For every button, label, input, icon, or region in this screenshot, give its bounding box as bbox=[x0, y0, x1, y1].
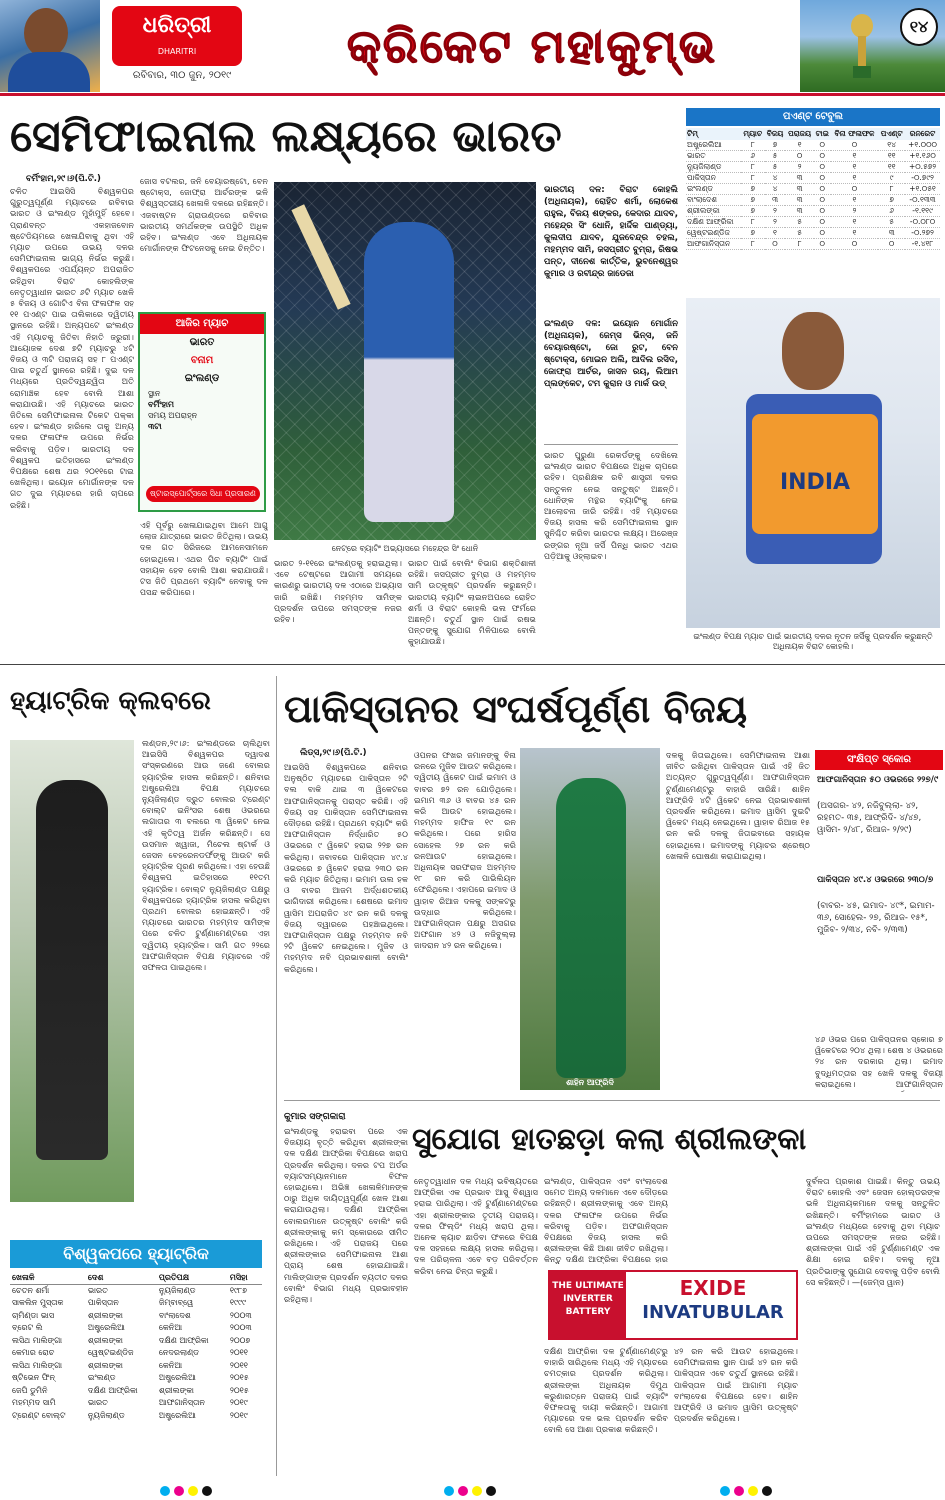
points-cell: ୪ bbox=[765, 173, 786, 184]
lead-column-2: ଜୋସ ବଟଲର, ଜନି ବେୟାରଷ୍ଟୋ, ବେନ ଷ୍ଟୋକ୍ସ, ଜୋଫ୍ରା ଆର୍ଚରଙ୍କ ଭଳି ବିଶ୍ୱସ୍ତରୀୟ ଖେଳାଳି ଦଳରେ ରହିଛନ୍ତି। ଏଜବାଷ୍ଟନ ଗ୍ରାଉଣ୍ଡରେ ରବିବାର ଭାରତୀୟ ସମର୍ଥକଙ୍କ ଉପସ୍ଥିତି ଅଧିକ ରହିବ। ଇଂଲଣ୍ଡ ଏବେ ଅଧିନାୟକ ମୋର୍ଗାନଙ୍କ ଫିଟନେସକୁ ନେଇ ଚିନ୍ତିତ। bbox=[140, 176, 268, 254]
points-header-points: ପଏଣ୍ଟ bbox=[878, 128, 905, 140]
hattrick-row bbox=[10, 1397, 262, 1410]
hattrick-player: ସାକଲିନ ମୁସ୍ତାକ bbox=[12, 1298, 64, 1308]
points-cell: ୧୧ bbox=[878, 162, 905, 173]
lead-column-6: ଭାରତ ପୁରୁଣା ରେକର୍ଡଙ୍କୁ ଦେଖିଲେ ଇଂଲଣ୍ଡ ଭାରତ ବିପକ୍ଷରେ ଅଧିକ ଚାପରେ ରହିବ। ପ୍ରଶିକ୍ଷକ ରବି ଶାସ୍ତ୍ରୀ ଦଳର ସନ୍ତୁଳନ ନେଇ ସନ୍ତୁଷ୍ଟ ଅଛନ୍ତି। ଧୋନିଙ୍କ ମନ୍ଥର ବ୍ୟାଟିଂକୁ ନେଇ ଆଲୋଚନା ଜାରି ରହିଛି। ଏହି ମ୍ୟାଚରେ ବିଜୟ ହାସଲ କରି ସେମିଫାଇନାଲ ସ୍ଥାନ ସୁନିଶ୍ଚିତ କରିବା ଭାରତର ଲକ୍ଷ୍ୟ। ଅରେଞ୍ଜ ରଙ୍ଗର ନୂଆ ଜର୍ସି ପିନ୍ଧି ଭାରତ ଏଥର ପଡ଼ିଆକୁ ଓହ୍ଲାଇବ। bbox=[544, 450, 678, 561]
points-cell: ୧ bbox=[831, 228, 878, 239]
points-cell: ୭ bbox=[878, 195, 905, 206]
points-cell: ୧ bbox=[831, 217, 878, 228]
match-time: ୩ଟା bbox=[148, 422, 162, 431]
pakistan-score-detail: (ବାବର- ୪୫, ଇମାଦ- ୪୯*, ଇମାମ- ୩୬, ସୋହେଲ- ୨୭, ରିଆଜ- ୧୫*, ମୁଜିବ- ୨/୩୪, ନବି- ୨/୩୩) bbox=[817, 901, 935, 935]
points-cell: ୧ bbox=[785, 140, 813, 151]
points-cell: -୧.୪୧୮ bbox=[905, 239, 940, 250]
hattrick-player: ଲସିଥ ମାଲିଙ୍ଗା bbox=[12, 1360, 63, 1370]
boult-celebration-photo bbox=[10, 740, 134, 1202]
print-registration-marks bbox=[0, 1482, 945, 1500]
shaheen-afridi-photo bbox=[520, 748, 660, 1090]
points-cell: ୧୪ bbox=[878, 140, 905, 151]
issue-date: ରବିବାର, ୩୦ ଜୁନ, ୨୦୧୯ bbox=[132, 70, 232, 81]
registration-dot bbox=[458, 1486, 468, 1496]
match-venue: ବର୍ମିଂହାମ bbox=[148, 400, 174, 409]
hattrick-cell: ୧୯୯୯ bbox=[229, 1298, 246, 1308]
points-cell: ୦ bbox=[831, 140, 878, 151]
points-team-name: ୱେଷ୍ଟଇଣ୍ଡିଜ bbox=[686, 228, 741, 239]
registration-dot bbox=[174, 1486, 184, 1496]
ad-tagline: THE ULTIMATE INVERTER BATTERY bbox=[550, 1272, 626, 1338]
registration-dot bbox=[748, 1486, 758, 1496]
match-team-a: ଭାରତ bbox=[189, 337, 215, 348]
points-cell: ୭ bbox=[741, 228, 765, 239]
registration-dot bbox=[734, 1486, 744, 1496]
registration-dot bbox=[472, 1486, 482, 1496]
pakistan-column-4: ଦଳକୁ ଜିତାଇଥିଲେ। ସେମିଫାଇନାଲ ଆଶା ଜୀବିତ ରଖିଥିବା ପାକିସ୍ତାନ ପାଇଁ ଏହି ଜିତ ଅତ୍ୟନ୍ତ ଗୁରୁତ୍ୱପୂର୍ଣ୍ଣ। ଆଫଗାନିସ୍ତାନ ଟୁର୍ଣ୍ଣାମେଣ୍ଟରୁ ବାହାରି ସାରିଛି। ଶାହିନ ଆଫ୍ରିଦି ୪ଟି ୱିକେଟ ନେଇ ପ୍ରଭାବଶାଳୀ ପ୍ରଦର୍ଶନ କରିଥିଲେ। ଇମାଦ ୱାସିମ ଦୁଇଟି ୱିକେଟ ମଧ୍ୟ ନେଇଥିଲେ। ୱାହାବ ରିଆଜ ୧୫ ରନ କରି ଦଳକୁ ଜିତାଇବାରେ ସହାୟକ ହୋଇଥିଲେ। ଇମାଦଙ୍କୁ ମ୍ୟାଚର ଶ୍ରେଷ୍ଠ ଖେଳାଳି ଘୋଷଣା କରାଯାଇଥିଲା। bbox=[666, 750, 810, 861]
hattrick-cell: ନ୍ୟୁଜିଲାଣ୍ଡ bbox=[87, 1410, 125, 1420]
world-cup-trophy-icon bbox=[848, 12, 876, 82]
hattrick-cell: ୨୦୦୩ bbox=[229, 1310, 252, 1320]
points-cell: ୦ bbox=[765, 239, 786, 250]
srilanka-column-4b: ୪୨ ରନ କରି ଆଉଟ ହୋଇଥିଲେ। ସେମିଫାଇନାଲ ସ୍ଥାନ ପାଇଁ ୪୨ ରନ କରି ପାକିସ୍ତାନ ଏବେ ଚତୁର୍ଥ ସ୍ଥାନରେ ରହିଛି। ପାକିସ୍ତାନ ପାଇଁ ଆଗାମୀ ମ୍ୟାଚ ବାଂଲାଦେଶ ବିପକ୍ଷରେ ହେବ। ଶାହିନ ଆଫ୍ରିଦି ଓ ଇମାଦ ୱାସିମ ଉତ୍କୃଷ୍ଟ ପ୍ରଦର୍ଶନ କରିଥିଲେ। bbox=[674, 1346, 798, 1424]
boult-headline: ହ୍ୟାଟ୍ରିକ କ୍ଲବରେ bbox=[10, 686, 211, 716]
points-cell: ୦ bbox=[814, 162, 831, 173]
points-cell: ୦ bbox=[814, 173, 831, 184]
shaheen-photo-caption: ଶାହିନ ଆଫ୍ରିଦି bbox=[566, 1078, 614, 1087]
hattrick-player: ମହମ୍ମଦ ସାମି bbox=[12, 1398, 56, 1408]
hattrick-cell: ଶ୍ରୀଲଙ୍କା bbox=[87, 1360, 124, 1370]
points-cell: ୦ bbox=[831, 239, 878, 250]
points-cell: ୦ bbox=[814, 151, 831, 162]
points-team-name: ଶ୍ରୀଲଙ୍କା bbox=[686, 206, 741, 217]
points-cell: ୧ bbox=[831, 151, 878, 162]
points-header-played: ମ୍ୟାଚ bbox=[741, 128, 765, 140]
logo-brand-sub: DHARITRI bbox=[157, 47, 197, 56]
points-cell: ୦ bbox=[814, 217, 831, 228]
hattrick-cell: କେନିଆ bbox=[158, 1360, 183, 1370]
hattrick-cell: ଇଂଲଣ୍ଡ bbox=[87, 1373, 116, 1383]
srilanka-column-4: ଦକ୍ଷିଣ ଆଫ୍ରିକା ଦଳ ଟୁର୍ଣ୍ଣାମେଣ୍ଟରୁ ବାହାରି ସାରିଥିଲେ ମଧ୍ୟ ଏହି ମ୍ୟାଚରେ ଚମତ୍କାର ପ୍ରଦର୍ଶନ କରିଥିଲା। ଶ୍ରୀଲଙ୍କା ଅଧିନାୟକ ଦିମୁଥ କରୁଣାରତ୍ନେ ପରାଜୟ ପାଇଁ ବ୍ୟାଟିଂ ବିଫଳତାକୁ ଦାୟୀ କରିଛନ୍ତି। ଆଗାମୀ ମ୍ୟାଚରେ ଦଳ ଭଲ ପ୍ରଦର୍ଶନ କରିବ ବୋଲି ସେ ଆଶା ପ୍ରକାଶ କରିଛନ୍ତି। bbox=[544, 1346, 668, 1435]
points-row bbox=[686, 228, 940, 239]
pakistan-column-2: ଓପନର ଫଖର ଜମାନଙ୍କୁ ବିନା ରନରେ ମୁଜିବ ଆଉଟ କରିଥିଲେ। ଦ୍ୱିତୀୟ ୱିକେଟ ପାଇଁ ଇମାମ ଓ ବାବର ୭୨ ରନ ଯୋଡ଼ିଥିଲେ। ଇମାମ ୩୬ ଓ ବାବର ୪୫ ରନ କରି ଆଉଟ ହୋଇଥିଲେ। ମହମ୍ମଦ ହାଫିଜ ୧୯ ରନ କରିଥିଲେ। ପରେ ହାରିସ ସୋହେଲ ୨୭ ରନ କରି ରନଆଉଟ ହୋଇଥିଲେ। ଅଧିନାୟକ ସରଫରାଜ ଅହମ୍ମଦ ୧୮ ରନ କରି ପାଭିଲିୟନ ଫେରିଥିଲେ। ଏହାପରେ ଇମାଦ ଓ ୱାହାବ ରିଆଜ ଦଳକୁ ସଙ୍କଟରୁ ଉଦ୍ଧାର କରିଥିଲେ। ଆଫଗାନିସ୍ତାନ ପକ୍ଷରୁ ଅସଗର ଅଫଗାନ ୪୨ ଓ ନଜିବୁଲ୍ଲା ଜାଦରାନ ୪୨ ରନ କରିଥିଲେ। bbox=[414, 750, 516, 951]
hattrick-table-title: ବିଶ୍ୱକପରେ ହ୍ୟାଟ୍ରିକ bbox=[10, 1240, 262, 1268]
hattrick-header-opponent: ପ୍ରତିପକ୍ଷ bbox=[157, 1272, 228, 1285]
hattrick-cell: ଶ୍ରୀଲଙ୍କା bbox=[87, 1335, 124, 1345]
hattrick-row bbox=[10, 1297, 262, 1310]
points-cell: ୩ bbox=[765, 195, 786, 206]
hattrick-row bbox=[10, 1372, 262, 1385]
points-cell: -୦.୧୩୩ bbox=[905, 195, 940, 206]
logo-brand: ଧରିତ୍ରୀ bbox=[142, 13, 212, 38]
points-header-tie: ଟାଇ bbox=[815, 129, 829, 138]
dhoni-nets-photo bbox=[274, 182, 536, 540]
points-cell: ୦ bbox=[831, 184, 878, 195]
hattrick-row bbox=[10, 1322, 262, 1335]
points-team-name: ଦକ୍ଷିଣ ଆଫ୍ରିକା bbox=[686, 217, 741, 228]
hattrick-cell: ୨୦୧୧ bbox=[229, 1348, 248, 1358]
hattrick-header-country: ଦେଶ bbox=[86, 1272, 157, 1285]
srilanka-column-1: ଇଂଲଣ୍ଡକୁ ହରାଇବା ପରେ ଏକ ବିଜୟୀୟ ବୃତ୍ତି କରିଥିବା ଶ୍ରୀଲଙ୍କା ଦଳ ଦକ୍ଷିଣ ଆଫ୍ରିକା ବିପକ୍ଷରେ ଖରାପ ପ୍ରଦର୍ଶନ କରିଥିଲା। ଦଳର ଟପ ଅର୍ଡର ବ୍ୟାଟସମ୍ୟାନମାନେ ବିଫଳ ହୋଇଥିଲେ। ଅଭିଜ୍ଞ ଖେଳାଳିମାନଙ୍କ ଠାରୁ ଅଧିକ ଦାୟିତ୍ୱପୂର୍ଣ୍ଣ ଖେଳ ଆଶା କରାଯାଉଥିଲା। ଦକ୍ଷିଣ ଆଫ୍ରିକା ବୋଲରମାନେ ଉତ୍କୃଷ୍ଟ ବୋଲିଂ କରି ଶ୍ରୀଲଙ୍କାକୁ କମ ସ୍କୋରରେ ସୀମିତ ରଖିଥିଲେ। ଏହି ପରାଜୟ ପରେ ଶ୍ରୀଲଙ୍କାର ସେମିଫାଇନାଲ ଆଶା ପ୍ରାୟ ଶେଷ ହୋଇଯାଇଛି। ମାଲିଙ୍ଗାଙ୍କ ପ୍ରଦର୍ଶନ ବ୍ୟତୀତ ଦଳର ବୋଲିଂ ବିଭାଗ ମଧ୍ୟ ପ୍ରଭାବହୀନ ରହିଥିଲା। bbox=[284, 1126, 408, 1305]
points-cell: ୨ bbox=[831, 206, 878, 217]
points-cell: ୩ bbox=[785, 173, 813, 184]
ad-product: INVATUBULAR bbox=[642, 1302, 784, 1323]
points-cell: -୧.୧୧୯ bbox=[905, 206, 940, 217]
points-cell: ୦ bbox=[785, 151, 813, 162]
points-cell: ୮ bbox=[741, 217, 765, 228]
match-vs: ବନାମ bbox=[190, 355, 214, 366]
points-cell: ୧ bbox=[831, 195, 878, 206]
hattrick-cell: ୨୦୧୧ bbox=[229, 1360, 248, 1370]
points-cell: ୨ bbox=[765, 217, 786, 228]
pakistan-headline: ପାକିସ୍ତାନର ସଂଘର୍ଷପୂର୍ଣ୍ଣ ବିଜୟ bbox=[284, 687, 748, 731]
points-cell: ୬ bbox=[878, 206, 905, 217]
afghanistan-score: ଆଫଗାନିସ୍ତାନ ୫୦ ଓଭରରେ ୨୨୭/୯ bbox=[817, 775, 939, 785]
hattrick-cell: ୨୦୧୫ bbox=[229, 1373, 249, 1383]
points-table bbox=[686, 108, 940, 284]
hattrick-player: ଚାମିଣ୍ଡା ଭାସ bbox=[12, 1310, 55, 1320]
points-row bbox=[686, 206, 940, 217]
points-cell: ୮ bbox=[741, 239, 765, 250]
points-cell: ୮ bbox=[741, 162, 765, 173]
points-cell: ୨ bbox=[765, 206, 786, 217]
points-cell: -୦.୦୮୦ bbox=[905, 217, 940, 228]
lead-column-4: ଭାରତ ୨-୧୧ରେ ଇଂଲଣ୍ଡକୁ ହରାଇଥିଲା। ଏବେ ଟେଷ୍ଟରେ ଆଗାମୀ ସମୟରେ କାରଣରୁ ଭାରତୀୟ ଦଳ ଏଠାରେ ଅଭ୍ୟାସ ଜାରି ରଖିଛି। ମହମ୍ମଦ ସାମିଙ୍କ ପ୍ରଦର୍ଶନ ଉପରେ ସମସ୍ତଙ୍କ ନଜର ରହିବ। bbox=[274, 558, 402, 625]
scorecard-title: ସଂକ୍ଷିପ୍ତ ସ୍କୋର bbox=[815, 750, 943, 770]
points-cell: ୦ bbox=[814, 140, 831, 151]
points-row bbox=[686, 162, 940, 173]
registration-dot bbox=[188, 1486, 198, 1496]
hattrick-table-grid bbox=[10, 1272, 262, 1422]
hattrick-cell: ବାଂଲାଦେଶ bbox=[158, 1310, 191, 1320]
hattrick-cell: କେନିଆ bbox=[158, 1323, 183, 1333]
points-cell: ୧ bbox=[765, 228, 786, 239]
points-header-nr: ବିନା ଫଳାଫଳ bbox=[831, 128, 878, 140]
hattrick-row bbox=[10, 1385, 262, 1398]
points-cell: ୫ bbox=[765, 162, 786, 173]
points-team-name: ଭାରତ bbox=[686, 151, 741, 162]
points-header-won: ବିଜୟ bbox=[765, 128, 786, 140]
points-row bbox=[686, 151, 940, 162]
points-cell: ୩ bbox=[878, 228, 905, 239]
todays-match-box bbox=[138, 312, 266, 512]
srilanka-column-2: ନେତୃତ୍ୱାଧୀନ ଦଳ ମଧ୍ୟ ଭବିଷ୍ୟତରେ ଆଫ୍ରିକା ଏକ ପ୍ରଭାବ ଆସୁ ବିଶ୍ୱାସ ହରାଇ ପାରିଥିଲା। ଏହି ଟୁର୍ଣ୍ଣାମେଣ୍ଟରେ ଏହା ଶ୍ରୀଲଙ୍କାର ତୃତୀୟ ପରାଜୟ। ଦଳର ଫିଲ୍ଡିଂ ମଧ୍ୟ ଖରାପ ଥିଲା। ଅନେକ କ୍ୟାଚ ଛାଡ଼ିବା ଫଳରେ ବିପକ୍ଷ ଦଳ ସହଜରେ ଲକ୍ଷ୍ୟ ହାସଲ କରିଥିଲା। ଦଳ ପରିଚାଳନା ଏବେ ବଡ଼ ପରିବର୍ତ୍ତନ କରିବା ନେଇ ଚିନ୍ତା କରୁଛି। bbox=[414, 1176, 538, 1276]
dhoni-photo-caption: ନେଟ୍‌ରେ ବ୍ୟାଟିଂ ଅଭ୍ୟାସରେ ମହେନ୍ଦ୍ର ସିଂ ଧୋନି bbox=[331, 544, 479, 553]
hattrick-cell: ନ୍ୟୁଜିଲାଣ୍ଡ bbox=[158, 1286, 196, 1295]
hattrick-player: ବ୍ରେଟ ଲି bbox=[12, 1323, 43, 1333]
page-number-badge: ୧୪ bbox=[900, 8, 938, 46]
hattrick-cell: ଦକ୍ଷିଣ ଆଫ୍ରିକା bbox=[158, 1335, 209, 1345]
hattrick-player: ଷ୍ଟିଭେନ ଫିନ୍ bbox=[12, 1373, 55, 1383]
boult-body: ଲଣ୍ଡନ,୨୯।୬: ଇଂଲଣ୍ଡରେ ଚାଲିଥିବା ଆଇସିସି ବିଶ୍ୱକପର ଦ୍ୱାଦଶ ସଂସ୍କରଣରେ ଆଉ ଜଣେ ବୋଲର ହ୍ୟାଟ୍ରିକ ହାସଲ କରିଛନ୍ତି। ଶନିବାର ଅଷ୍ଟ୍ରେଲିଆ ବିପକ୍ଷ ମ୍ୟାଚରେ ନ୍ୟୁଜିଲାଣ୍ଡ ଦ୍ରୁତ ବୋଲର ଟ୍ରେଣ୍ଟ ବୋଲ୍ଟ ଇନିଂସର ଶେଷ ଓଭରରେ ଲଗାତାର ୩ ବଲରେ ୩ ୱିକେଟ ନେଇ ଏହି କୃତିତ୍ୱ ଅର୍ଜନ କରିଛନ୍ତି। ସେ ଉସମାନ ଖ୍ୱାଜା, ମିଚେଲ ଷ୍ଟାର୍କ ଓ ଜେସନ ବେହରେନଡର୍ଫଙ୍କୁ ଆଉଟ କରି ହ୍ୟାଟ୍ରିକ ପୂରଣ କରିଥିଲେ। ଏହା ହେଉଛି ବିଶ୍ୱକପ ଇତିହାସରେ ୧୧ତମ ହ୍ୟାଟ୍ରିକ। ବୋଲ୍ଟ ନ୍ୟୁଜିଲାଣ୍ଡ ପକ୍ଷରୁ ବିଶ୍ୱକପରେ ହ୍ୟାଟ୍ରିକ ହାସଲ କରିଥିବା ପ୍ରଥମ ବୋଲର ହୋଇଛନ୍ତି। ଏହି ମ୍ୟାଚରେ ଭାରତର ମହମ୍ମଦ ସାମିଙ୍କ ପରେ ଚଳିତ ଟୁର୍ଣ୍ଣାମେଣ୍ଟରେ ଏହା ଦ୍ୱିତୀୟ ହ୍ୟାଟ୍ରିକ। ସାମି ଗତ ୨୨ରେ ଆଫଗାନିସ୍ତାନ ବିପକ୍ଷ ମ୍ୟାଚରେ ଏହି ସଫଳତା ପାଇଥିଲେ। bbox=[142, 738, 270, 973]
match-box-heading: ଆଜିର ମ୍ୟାଚ bbox=[140, 314, 264, 334]
registration-dot bbox=[160, 1486, 170, 1496]
hattrick-cell: ଆଫଗାନିସ୍ତାନ bbox=[158, 1398, 205, 1408]
hattrick-cell: ନେଦରଲାଣ୍ଡ bbox=[158, 1348, 200, 1358]
points-cell: ୮ bbox=[878, 184, 905, 195]
points-cell: ୪ bbox=[765, 184, 786, 195]
hattrick-player: ଲସିଥ ମାଲିଙ୍ଗା bbox=[12, 1335, 63, 1345]
points-row bbox=[686, 184, 940, 195]
hattrick-player: ଜେପି ଡୁମିନି bbox=[12, 1385, 48, 1395]
hattrick-cell: ୨୦୧୫ bbox=[229, 1385, 249, 1395]
hattrick-table bbox=[10, 1240, 262, 1490]
hattrick-cell: ୨୦୦୩ bbox=[229, 1323, 252, 1333]
match-venue-label: ସ୍ଥାନ bbox=[148, 389, 161, 398]
section-title: କ୍ରିକେଟ ମହାକୁମ୍ଭ bbox=[346, 19, 718, 73]
hattrick-player: ଟ୍ରେଣ୍ଟ ବୋଲ୍ଟ bbox=[12, 1410, 66, 1420]
points-cell: ୩ bbox=[785, 184, 813, 195]
hattrick-cell: ୨୦୦୭ bbox=[229, 1335, 251, 1345]
points-cell: ୯ bbox=[878, 173, 905, 184]
hattrick-row bbox=[10, 1335, 262, 1348]
points-cell: ୮ bbox=[741, 140, 765, 151]
hattrick-cell: ପାକିସ୍ତାନ bbox=[87, 1298, 119, 1308]
points-cell: ୨ bbox=[785, 162, 813, 173]
srilanka-headline: ସୁଯୋଗ ହାତଛଡ଼ା କଲା ଶ୍ରୀଲଙ୍କା bbox=[412, 1122, 807, 1157]
hattrick-cell: ଶ୍ରୀଲଙ୍କା bbox=[87, 1310, 124, 1320]
hattrick-cell: ୨୦୧୯ bbox=[229, 1410, 248, 1420]
kohli-jersey-photo bbox=[686, 298, 940, 628]
hattrick-cell: ୧୯୮୭ bbox=[229, 1286, 248, 1295]
points-header-lost: ପରାଜୟ bbox=[785, 128, 813, 140]
points-cell: ୦ bbox=[814, 184, 831, 195]
points-cell: ୭ bbox=[741, 206, 765, 217]
lead-headline: ସେମିଫାଇନାଲ ଲକ୍ଷ୍ୟରେ ଭାରତ bbox=[10, 111, 562, 162]
masthead-photo-kohli bbox=[0, 0, 100, 92]
pakistan-column-1: ଆଇସିସି ବିଶ୍ୱକପରେ ଶନିବାର ଅନୁଷ୍ଠିତ ମ୍ୟାଚରେ ପାକିସ୍ତାନ ୨ଟି ବଲ ବାକି ଥାଇ ୩ ୱିକେଟରେ ଆଫଗାନିସ୍ତାନକୁ ପରାସ୍ତ କରିଛି। ଏହି ବିଜୟ ସହ ପାକିସ୍ତାନ ସେମିଫାଇନାଲ ଦୌଡ଼ରେ ରହିଛି। ପ୍ରଥମେ ବ୍ୟାଟିଂ କରି ଆଫଗାନିସ୍ତାନ ନିର୍ଦ୍ଧାରିତ ୫୦ ଓଭରରେ ୯ ୱିକେଟ ହରାଇ ୨୨୭ ରନ କରିଥିଲା। ଜବାବରେ ପାକିସ୍ତାନ ୪୯.୪ ଓଭରରେ ୭ ୱିକେଟ ହରାଇ ୨୩୦ ରନ କରି ମ୍ୟାଚ ଜିତିଥିଲା। ଇମାମ ଉଲ ହକ ଓ ବାବର ଆଜମ ଅର୍ଦ୍ଧଶତକୀୟ ଭାଗିଦାରୀ କରିଥିଲେ। ଶେଷରେ ଇମାଦ ୱାସିମ ଅପରାଜିତ ୪୯ ରନ କରି ଦଳକୁ ବିଜୟ ଦ୍ୱାରରେ ପହଞ୍ଚାଇଥିଲେ। ଆଫଗାନିସ୍ତାନ ପକ୍ଷରୁ ମହମ୍ମଦ ନବି ୨ଟି ୱିକେଟ ନେଇଥିଲେ। ମୁଜିବ ଓ ମହମ୍ମଦ ନବି ପ୍ରଭାବଶାଳୀ ବୋଲିଂ କରିଥିଲେ। bbox=[284, 762, 408, 974]
squad-divider bbox=[544, 444, 678, 445]
points-cell: ୦ bbox=[814, 206, 831, 217]
points-cell: ୫ bbox=[765, 151, 786, 162]
match-tv-strip: ଷ୍ଟାରସ୍ପୋର୍ଟ୍ସରେ ସିଧା ପ୍ରସାରଣ bbox=[146, 486, 260, 502]
points-cell: ୦ bbox=[814, 228, 831, 239]
points-cell: ୭ bbox=[741, 195, 765, 206]
hattrick-header-year: ମସିହା bbox=[228, 1272, 262, 1285]
hattrick-row bbox=[10, 1347, 262, 1360]
points-cell: ୫ bbox=[785, 217, 813, 228]
exide-advertisement bbox=[548, 1270, 798, 1340]
hattrick-cell: ଅଷ୍ଟ୍ରେଲିଆ bbox=[87, 1323, 125, 1333]
points-row bbox=[686, 140, 940, 151]
hattrick-player: କେମାର ରୋଚ bbox=[12, 1348, 55, 1358]
hattrick-cell: ଜିମ୍ବାବ୍ୱେ bbox=[158, 1298, 194, 1308]
ad-brand: EXIDE bbox=[679, 1276, 747, 1300]
column-divider-left bbox=[276, 676, 277, 1476]
hattrick-cell: ୱେଷ୍ଟଇଣ୍ଡିଜ bbox=[87, 1348, 134, 1358]
points-cell: ୭ bbox=[765, 140, 786, 151]
dharitri-logo bbox=[112, 6, 242, 66]
points-cell: ୭ bbox=[741, 184, 765, 195]
hattrick-row bbox=[10, 1285, 262, 1298]
points-cell: ୦ bbox=[814, 195, 831, 206]
points-cell: ୬ bbox=[741, 151, 765, 162]
registration-dot bbox=[762, 1486, 772, 1496]
masthead bbox=[0, 0, 945, 96]
points-cell: ୧ bbox=[831, 173, 878, 184]
hattrick-cell: ଦକ୍ଷିଣ ଆଫ୍ରିକା bbox=[87, 1385, 138, 1395]
points-row bbox=[686, 239, 940, 250]
hattrick-row bbox=[10, 1360, 262, 1373]
points-team-name: ପାକିସ୍ତାନ bbox=[686, 173, 741, 184]
pakistan-bottom-rule bbox=[284, 1100, 940, 1101]
points-team-name: ଇଂଲଣ୍ଡ bbox=[686, 184, 741, 195]
lead-column-3: ଏହି ପୂର୍ବରୁ ଖେଳାଯାଇଥିବା ଆମେ ଆଗୁ ଲୋଜ ଯାତ୍ରାରେ ଭାରତ ଜିତିଥିଲା। ଉଭୟ ଦଳ ଗତ ସିରିଜରେ ଆମନେସାମନେ ହୋଇଥିଲେ। ଏଥର ପିଚ ବ୍ୟାଟିଂ ପାଇଁ ସହାୟକ ହେବ ବୋଲି ଆଶା କରାଯାଉଛି। ଟସ ଜିତି ପ୍ରଥମେ ବ୍ୟାଟିଂ ନେବାକୁ ଦଳ ପସନ୍ଦ କରିପାରେ। bbox=[140, 520, 268, 598]
hattrick-cell: ଅଷ୍ଟ୍ରେଲିଆ bbox=[158, 1410, 196, 1420]
india-squad: ଭାରତୀୟ ଦଳ: ବିରାଟ କୋହଲି (ଅଧିନାୟକ), ରୋହିତ ଶର୍ମା, ଲୋକେଶ ରାହୁଲ, ବିଜୟ ଶଙ୍କର, କେଦାର ଯାଦବ, ମହେନ୍ଦ୍ର ସିଂ ଧୋନି, ହାର୍ଦ୍ଦିକ ପାଣ୍ଡ୍ୟା, କୁଲଦୀପ ଯାଦବ, ଯୁଜବେନ୍ଦ୍ର ଚହଲ, ମହମ୍ମଦ ସାମି, ଜସପ୍ରୀତ ବୁମ୍ରା, ରିଷଭ ପନ୍ତ, ଦୀନେଶ କାର୍ତ୍ତିକ, ଭୁବନେଶ୍ୱର କୁମାର ଓ ରବୀନ୍ଦ୍ର ଜାଡେଜା bbox=[544, 185, 678, 279]
points-cell: +୧.୦୫୧ bbox=[905, 184, 940, 195]
points-table-grid bbox=[686, 128, 940, 250]
afghanistan-score-detail: (ଅସଗର- ୪୨, ନଜିବୁଲ୍ଲା- ୪୨, ରହମତ- ୩୫, ଆଫ୍ରିଦି- ୪/୪୭, ୱାସିମ- ୨/୪୮, ରିଆଜ- ୨/୨୯) bbox=[817, 801, 922, 835]
registration-dot bbox=[486, 1486, 496, 1496]
points-header-team: ଟିମ୍ bbox=[686, 128, 741, 140]
hattrick-cell: ଭାରତ bbox=[87, 1286, 108, 1295]
hattrick-row bbox=[10, 1410, 262, 1423]
lead-column-1: ଚଳିତ ଆଇସିସି ବିଶ୍ୱକପର ଗୁରୁତ୍ୱପୂର୍ଣ୍ଣ ମ୍ୟାଚରେ ରବିବାର ଭାରତ ଓ ଇଂଲଣ୍ଡ ମୁହାଁମୁହିଁ ହେବେ। ପ୍ରାଣବନ୍ତ ଏକହାଜବୋନ ଷ୍ଟେଡିୟମରେ ଖେଳାଯିବାକୁ ଥିବା ଏହି ମ୍ୟାଚ ଉପରେ ଉଭୟ ଦଳର ସେମିଫାଇନାଲ ଭାଗ୍ୟ ନିର୍ଭର କରୁଛି। ବିଶ୍ୱକପରେ ଏପର୍ଯ୍ୟନ୍ତ ଅପରାଜିତ ରହିଥିବା ବିରାଟ କୋହଲିଙ୍କ ନେତୃତ୍ୱାଧୀନ ଭାରତ ୬ଟି ମ୍ୟାଚ ଖେଳି ୫ ବିଜୟ ଓ ଗୋଟିଏ ବିନା ଫଳାଫଳ ସହ ୧୧ ପଏଣ୍ଟ ପାଇ ତାଲିକାରେ ଦ୍ୱିତୀୟ ସ୍ଥାନରେ ରହିଛି। ଅନ୍ୟପଟେ ଇଂଲଣ୍ଡ ଏହି ମ୍ୟାଚକୁ ଜିତିବା ନିହାତି ଜରୁରୀ। ଆୟୋଜକ ଦେଶ ୭ଟି ମ୍ୟାଚରୁ ୪ଟି ବିଜୟ ଓ ୩ଟି ପରାଜୟ ସହ ୮ ପଏଣ୍ଟ ପାଇ ଚତୁର୍ଥ ସ୍ଥାନରେ ରହିଛି। ଦୁଇ ଦଳ ମଧ୍ୟରେ ପ୍ରତିଦ୍ୱନ୍ଦ୍ୱିତା ଅତି ରୋମାଞ୍ଚକ ହେବ ବୋଲି ଆଶା କରାଯାଉଛି। ଏହି ମ୍ୟାଚରେ ଭାରତ ଜିତିଲେ ସେମିଫାଇନାଲ ଟିକେଟ ପକ୍କା ହେବ। ଇଂଲଣ୍ଡ ହାରିଲେ ତାକୁ ଅନ୍ୟ ଦଳର ଫଳାଫଳ ଉପରେ ନିର୍ଭର କରିବାକୁ ପଡ଼ିବ। ଭାରତୀୟ ଦଳ ବିଶ୍ୱକପ ଇତିହାସରେ ଇଂଲଣ୍ଡ ବିପକ୍ଷରେ ଶେଷ ଥର ୨୦୧୧ରେ ଟାଇ ଖେଳିଥିଲା। ଇୟୋନ ମୋର୍ଗାନଙ୍କ ଦଳ ଗତ ଦୁଇ ମ୍ୟାଚରେ ହାରି ଚାପରେ ରହିଛି। bbox=[10, 186, 134, 510]
section-divider bbox=[0, 664, 945, 665]
points-header-nrr: ରନରେଟ bbox=[905, 128, 940, 140]
points-cell: ୧୧ bbox=[878, 151, 905, 162]
registration-dot bbox=[202, 1486, 212, 1496]
srilanka-column-5: ଦୁର୍ବଳତା ପ୍ରକାଶ ପାଇଛି। କିନ୍ତୁ ଉଭୟ ବିରାଟ କୋହଲି ଏବଂ ଜେସନ ହୋଲ୍ଡରଙ୍କ ଭଳି ଅଧିନାୟକମାନେ ଦଳକୁ ସନ୍ତୁଳିତ ରଖିଛନ୍ତି। ବର୍ମିଂହାମରେ ଭାରତ ଓ ଇଂଲଣ୍ଡ ମଧ୍ୟରେ ହେବାକୁ ଥିବା ମ୍ୟାଚ ଉପରେ ସମସ୍ତଙ୍କ ନଜର ରହିଛି। ଶ୍ରୀଲଙ୍କା ପାଇଁ ଏହି ଟୁର୍ଣ୍ଣାମେଣ୍ଟ ଏକ ଶିକ୍ଷା ହୋଇ ରହିବ। ଦଳକୁ ନୂଆ ପ୍ରତିଭାଙ୍କୁ ସୁଯୋଗ ଦେବାକୁ ପଡ଼ିବ ବୋଲି ସେ କହିଛନ୍ତି। —(ଜେମ୍ସ ୱାନ) bbox=[806, 1176, 940, 1287]
points-cell: +୦.୫୭୨ bbox=[905, 162, 940, 173]
points-row bbox=[686, 217, 940, 228]
jersey-india-text: INDIA bbox=[779, 470, 851, 495]
points-cell: ୦ bbox=[814, 239, 831, 250]
pakistan-column-5: ୪୬ ଓଭର ପରେ ପାକିସ୍ତାନର ସ୍କୋର ୭ ୱିକେଟରେ ୨୦୪ ଥିଲା। ଶେଷ ୪ ଓଭରରେ ୨୪ ରନ ଦରକାର ଥିଲା। ଇମାଦ ବୁଦ୍ଧିମତ୍ତାର ସହ ଖେଳି ଦଳକୁ ବିଜୟୀ କରାଇଥିଲେ। ଆଫଗାନିସ୍ତାନ bbox=[815, 1034, 943, 1089]
pakistan-dateline: ଲିଡ୍ସ,୨୯।୬(ପି.ଟି.) bbox=[300, 748, 367, 758]
points-cell: ୮ bbox=[785, 239, 813, 250]
hattrick-header-row bbox=[10, 1272, 262, 1285]
scorecard-box bbox=[815, 750, 943, 1030]
lead-dateline: ବର୍ମିଂହାମ,୨୯।୬(ପି.ଟି.) bbox=[26, 174, 101, 184]
registration-dot bbox=[444, 1486, 454, 1496]
points-cell: -୦.୨୭୨ bbox=[905, 228, 940, 239]
points-cell: ୦ bbox=[878, 239, 905, 250]
srilanka-byline: କୁମାର ସଙ୍ଗକାରା bbox=[284, 1112, 346, 1122]
points-row bbox=[686, 173, 940, 184]
points-cell: ୩ bbox=[785, 206, 813, 217]
hattrick-player: ଚେତନ ଶର୍ମା bbox=[12, 1286, 50, 1295]
points-cell: +୧.୧୬୦ bbox=[905, 151, 940, 162]
england-squad: ଇଂଲଣ୍ଡ ଦଳ: ଇୟୋନ ମୋର୍ଗାନ (ଅଧିନାୟକ), ଜେମ୍ସ ଭିନ୍ସ, ଜନି ବେୟାରଷ୍ଟୋ, ଜୋ ରୁଟ, ବେନ ଷ୍ଟୋକ୍ସ, ମୋଇନ ଅଲି, ଆଦିଲ ରସିଦ, ଜୋଫ୍ରା ଆର୍ଚର, ଜାସନ ରୟ, ଲିଆମ ପ୍ଲଙ୍କେଟ, ଟମ କୁରାନ ଓ ମାର୍କ ଉଡ୍ bbox=[544, 319, 678, 389]
match-team-b: ଇଂଲଣ୍ଡ bbox=[184, 373, 220, 384]
points-cell: ୮ bbox=[741, 173, 765, 184]
points-cell: ୫ bbox=[878, 217, 905, 228]
points-team-name: ଅଷ୍ଟ୍ରେଲିଆ bbox=[686, 140, 741, 151]
points-cell: ୩ bbox=[785, 195, 813, 206]
kohli-photo-caption: ଇଂଲଣ୍ଡ ବିପକ୍ଷ ମ୍ୟାଚ ପାଇଁ ଭାରତୀୟ ଦଳର ନୂତନ ଜର୍ସିକୁ ପ୍ରଦର୍ଶନ କରୁଛନ୍ତି ଅଧିନାୟକ ବିରାଟ କୋହଲି। bbox=[693, 632, 933, 651]
match-time-label: ସମୟ ଅପରାହ୍ନ bbox=[148, 411, 198, 420]
hattrick-header-player: ଖେଳାଳି bbox=[10, 1272, 86, 1285]
points-team-name: ଆଫଗାନିସ୍ତାନ bbox=[686, 239, 741, 250]
points-table-title: ପଏଣ୍ଟ ଟେବୁଲ bbox=[686, 108, 940, 126]
hattrick-cell: ଶ୍ରୀଲଙ୍କା bbox=[158, 1385, 194, 1395]
hattrick-cell: ଭାରତ bbox=[87, 1398, 108, 1408]
points-team-name: ବାଂଲାଦେଶ bbox=[686, 195, 741, 206]
hattrick-cell: ୨୦୧୯ bbox=[229, 1398, 248, 1408]
hattrick-row bbox=[10, 1310, 262, 1323]
registration-dot bbox=[720, 1486, 730, 1496]
points-cell: -୦.୭୯୨ bbox=[905, 173, 940, 184]
points-cell: ୧ bbox=[831, 162, 878, 173]
srilanka-column-3: ଇଂଲଣ୍ଡ, ପାକିସ୍ତାନ ଏବଂ ବାଂଲାଦେଶ ସମେତ ଅନ୍ୟ ଦଳମାନେ ଏବେ ଦୌଡ଼ରେ ରହିଛନ୍ତି। ଶ୍ରୀଲଙ୍କାକୁ ଏବେ ଅନ୍ୟ ଦଳର ଫଳାଫଳ ଉପରେ ନିର୍ଭର କରିବାକୁ ପଡ଼ିବ। ଅଫଗାନିସ୍ତାନ ବିପକ୍ଷରେ ବିଜୟ ହାସଲ କରି ଶ୍ରୀଲଙ୍କା କିଛି ଆଶା ଜୀବିତ ରଖିଥିଲା। କିନ୍ତୁ ଦକ୍ଷିଣ ଆଫ୍ରିକା ବିପକ୍ଷରେ ହାର bbox=[544, 1176, 668, 1264]
points-cell: ୫ bbox=[785, 228, 813, 239]
points-header-row bbox=[686, 128, 940, 140]
points-row bbox=[686, 195, 940, 206]
lead-column-5: ଭାରତ ପାଇଁ ବୋଲିଂ ବିଭାଗ ଶକ୍ତିଶାଳୀ ରହିଛି। ଜସପ୍ରୀତ ବୁମ୍ରା ଓ ମହମ୍ମଦ ସାମି ଉତ୍କୃଷ୍ଟ ପ୍ରଦର୍ଶନ କରୁଛନ୍ତି। ଭାରତୀୟ ବ୍ୟାଟିଂ ଲାଇନଅପରେ ରୋହିତ ଶର୍ମା ଓ ବିରାଟ କୋହଲି ଭଲ ଫର୍ମରେ ଅଛନ୍ତି। ଚତୁର୍ଥ ସ୍ଥାନ ପାଇଁ ରଷଭ ପନ୍ତଙ୍କୁ ସୁଯୋଗ ମିଳିପାରେ ବୋଲି କୁହାଯାଉଛି। bbox=[408, 558, 536, 647]
hattrick-cell: ଅଷ୍ଟ୍ରେଲିଆ bbox=[158, 1373, 196, 1383]
points-cell: +୧.୦୦୦ bbox=[905, 140, 940, 151]
points-team-name: ନ୍ୟୁଜିଲାଣ୍ଡ bbox=[686, 162, 741, 173]
pakistan-score: ପାକିସ୍ତାନ ୪୯.୪ ଓଭରରେ ୨୩୦/୭ bbox=[817, 875, 934, 885]
